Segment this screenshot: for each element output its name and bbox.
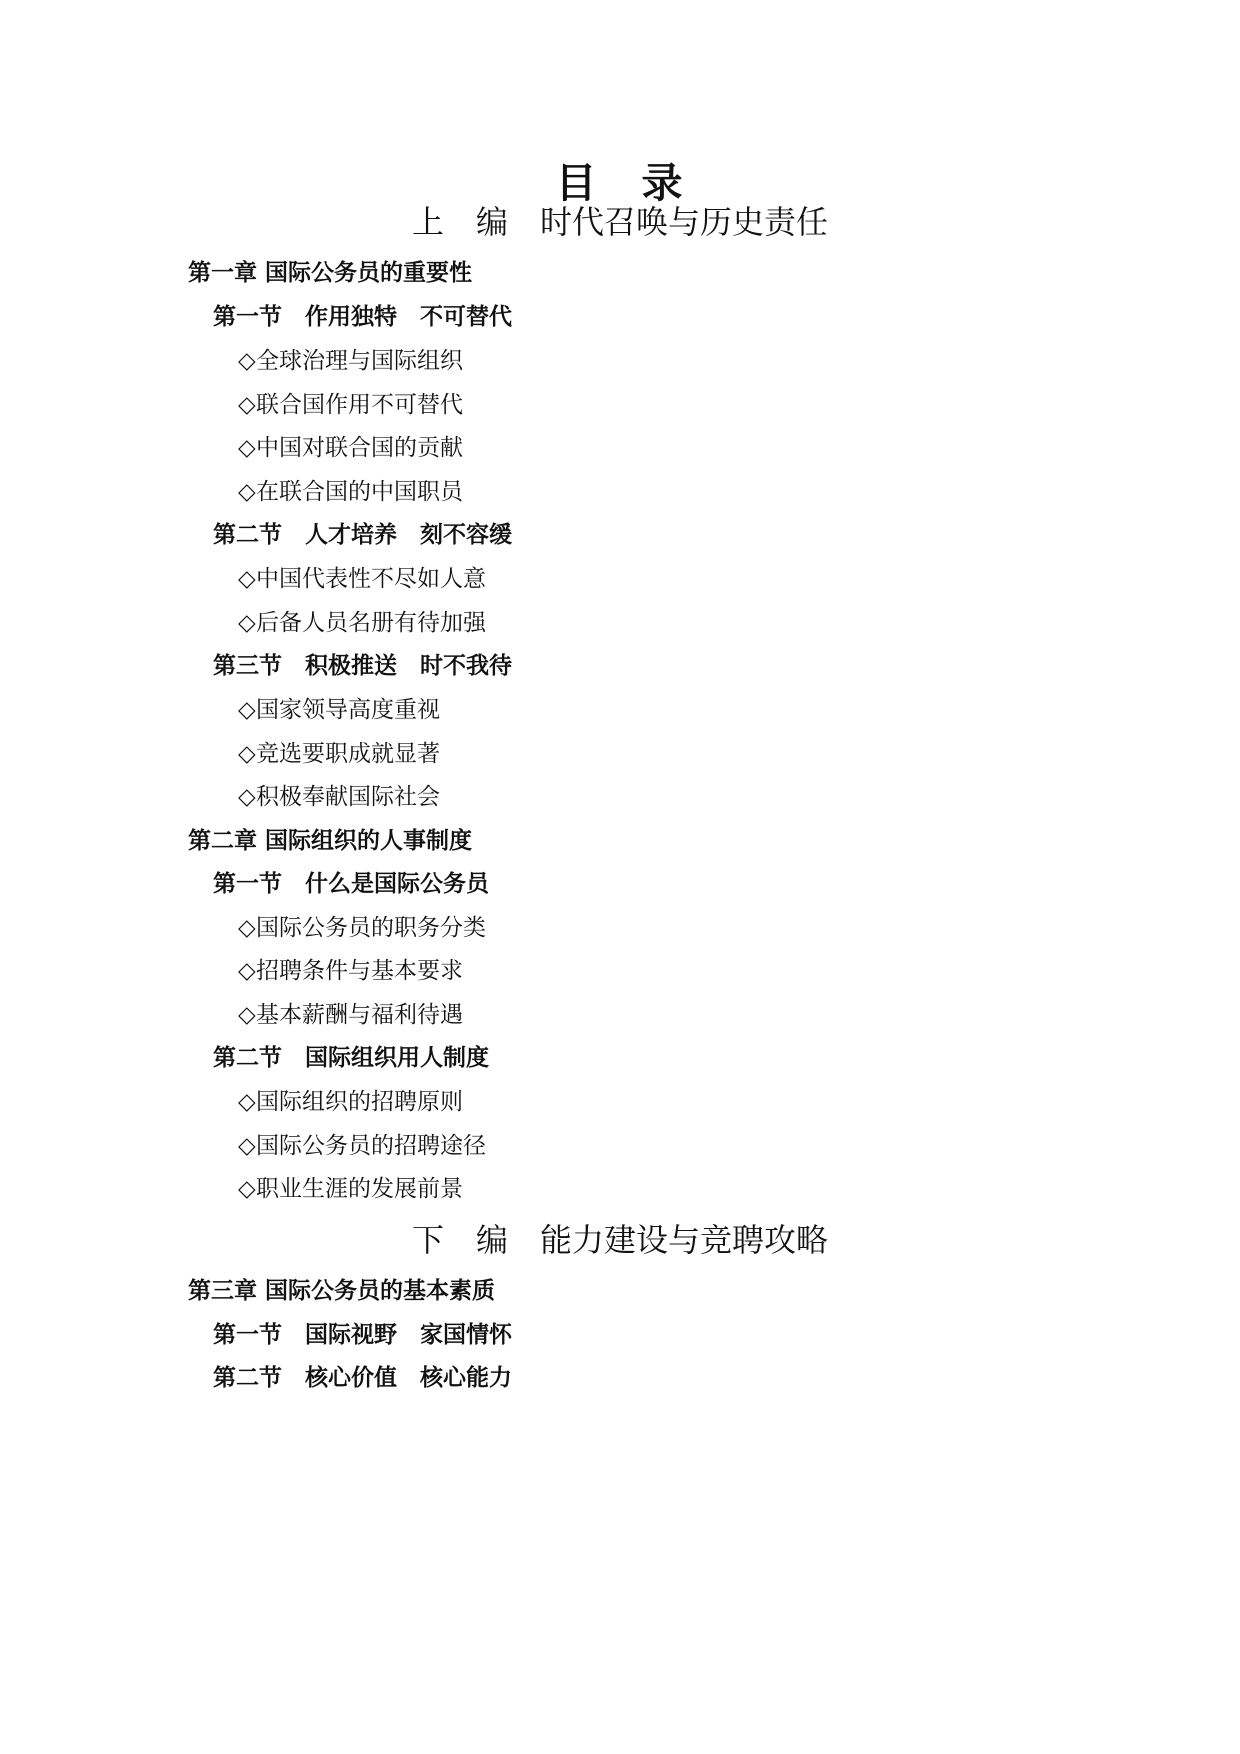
diamond-bullet-icon: ◇ <box>238 435 256 461</box>
diamond-bullet-icon: ◇ <box>238 784 256 810</box>
toc-item[interactable]: ◇中国代表性不尽如人意 <box>238 566 486 592</box>
diamond-bullet-icon: ◇ <box>238 348 256 374</box>
diamond-bullet-icon: ◇ <box>238 392 256 418</box>
toc-item[interactable]: ◇招聘条件与基本要求 <box>238 958 463 984</box>
diamond-bullet-icon: ◇ <box>238 915 256 941</box>
toc-item[interactable]: ◇中国对联合国的贡献 <box>238 435 463 461</box>
diamond-bullet-icon: ◇ <box>238 1176 256 1202</box>
toc-chapter-2[interactable]: 第二章 国际组织的人事制度 <box>188 828 473 854</box>
part-title-lower: 下 编 能力建设与竞聘攻略 <box>411 1221 828 1259</box>
toc-item[interactable]: ◇职业生涯的发展前景 <box>238 1176 463 1202</box>
toc-item[interactable]: ◇竞选要职成就显著 <box>238 741 440 767</box>
toc-section-2-2[interactable]: 第二节 国际组织用人制度 <box>213 1045 489 1071</box>
diamond-bullet-icon: ◇ <box>238 958 256 984</box>
toc-item[interactable]: ◇积极奉献国际社会 <box>238 784 440 810</box>
toc-section-2-1[interactable]: 第一节 什么是国际公务员 <box>213 871 489 897</box>
toc-item[interactable]: ◇后备人员名册有待加强 <box>238 610 486 636</box>
page-title: 目 录 <box>555 159 685 207</box>
diamond-bullet-icon: ◇ <box>238 610 256 636</box>
diamond-bullet-icon: ◇ <box>238 1133 256 1159</box>
diamond-bullet-icon: ◇ <box>238 1002 256 1028</box>
toc-chapter-1[interactable]: 第一章 国际公务员的重要性 <box>188 260 473 286</box>
toc-item[interactable]: ◇基本薪酬与福利待遇 <box>238 1002 463 1028</box>
toc-chapter-3[interactable]: 第三章 国际公务员的基本素质 <box>188 1278 496 1304</box>
toc-section-3-2[interactable]: 第二节 核心价值 核心能力 <box>213 1365 512 1391</box>
toc-section-3-1[interactable]: 第一节 国际视野 家国情怀 <box>213 1322 512 1348</box>
toc-item[interactable]: ◇全球治理与国际组织 <box>238 348 463 374</box>
toc-item[interactable]: ◇联合国作用不可替代 <box>238 392 463 418</box>
toc-item[interactable]: ◇国际公务员的职务分类 <box>238 915 486 941</box>
toc-section-1-1[interactable]: 第一节 作用独特 不可替代 <box>213 304 512 330</box>
toc-section-1-3[interactable]: 第三节 积极推送 时不我待 <box>213 653 512 679</box>
diamond-bullet-icon: ◇ <box>238 479 256 505</box>
toc-section-1-2[interactable]: 第二节 人才培养 刻不容缓 <box>213 522 512 548</box>
toc-item[interactable]: ◇国际组织的招聘原则 <box>238 1089 463 1115</box>
toc-item[interactable]: ◇国际公务员的招聘途径 <box>238 1133 486 1159</box>
toc-item[interactable]: ◇国家领导高度重视 <box>238 697 440 723</box>
diamond-bullet-icon: ◇ <box>238 566 256 592</box>
toc-item[interactable]: ◇在联合国的中国职员 <box>238 479 463 505</box>
part-title-upper: 上 编 时代召唤与历史责任 <box>411 203 828 241</box>
diamond-bullet-icon: ◇ <box>238 741 256 767</box>
diamond-bullet-icon: ◇ <box>238 697 256 723</box>
diamond-bullet-icon: ◇ <box>238 1089 256 1115</box>
